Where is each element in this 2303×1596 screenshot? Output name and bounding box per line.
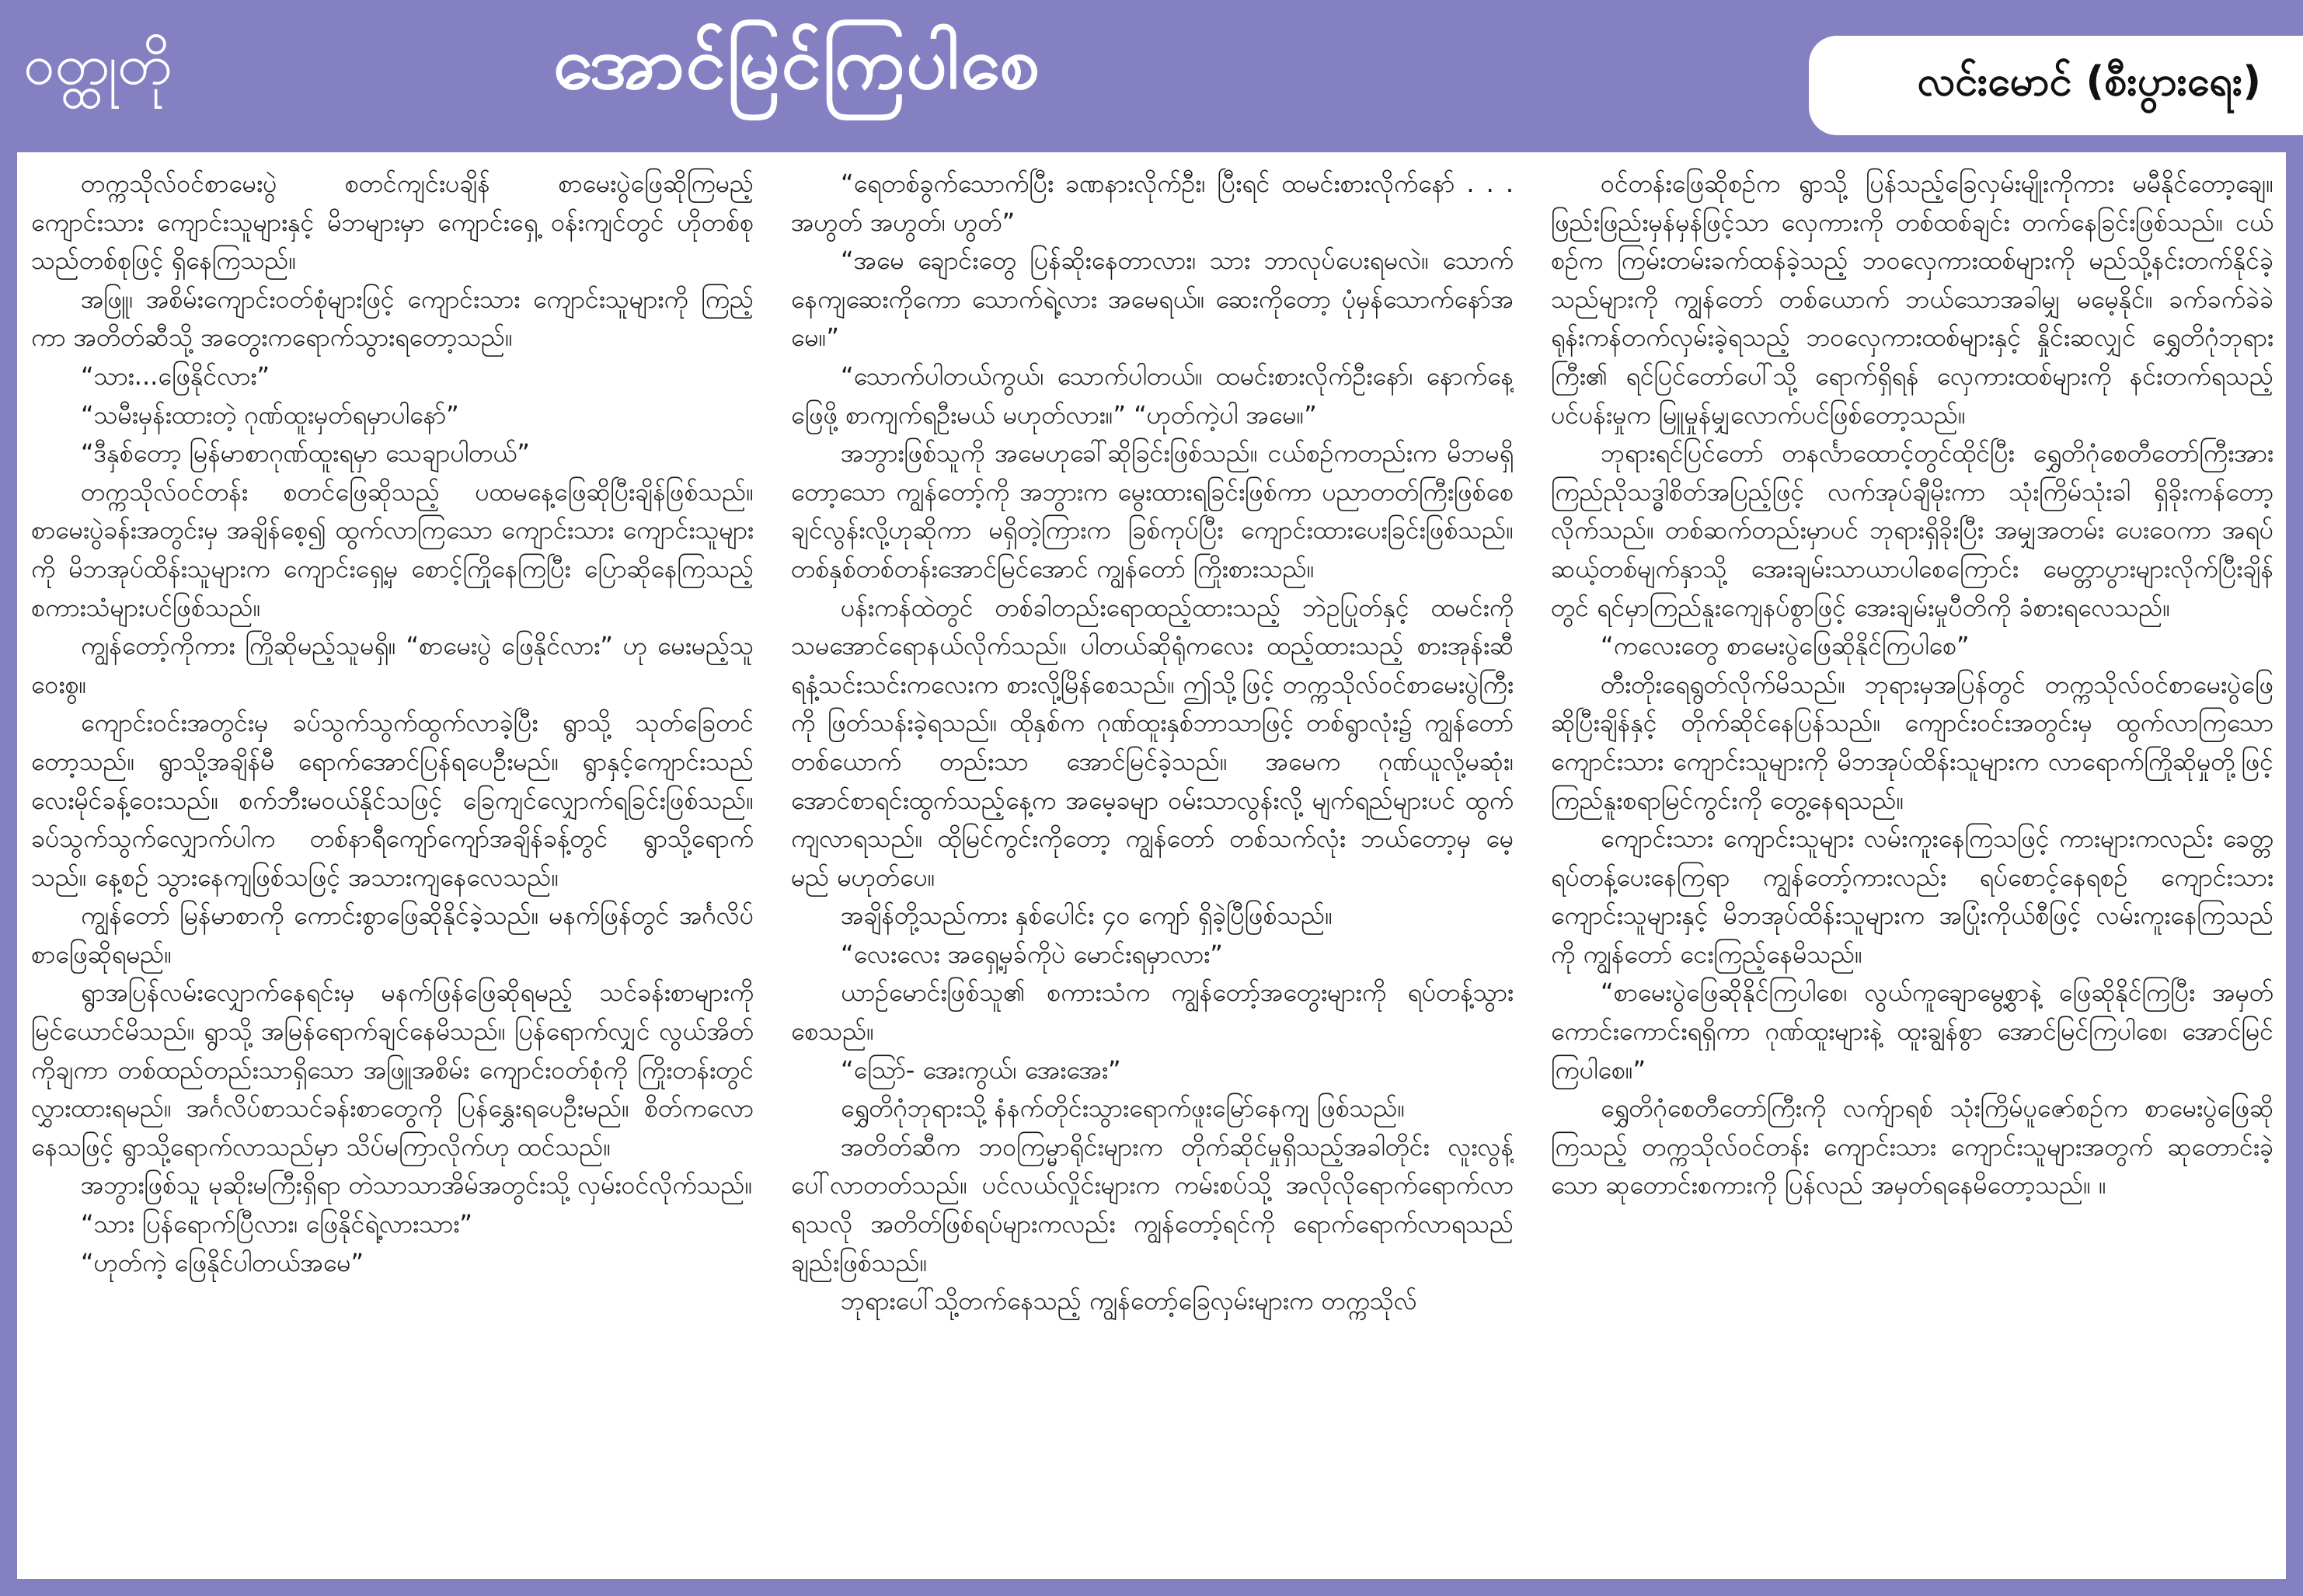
paragraph: အဘွားဖြစ်သူ မုဆိုးမကြီးရှိရာ တဲသာသာအိမ်အတွင်းသို့ လှမ်းဝင်လိုက်သည်။ [81,1170,753,1200]
paragraph: ကျွန်တော် မြန်မာစာကို ကောင်းစွာဖြေဆိုနိုင်ခဲ့သည်။ မနက်ဖြန်တွင် အင်္ဂလိပ်စာဖြေဆိုရမည်။ [31,901,754,969]
paragraph: “ရေတစ်ခွက်သောက်ပြီး ခဏနားလိုက်ဦး၊ ပြီးရင် ထမင်းစားလိုက်နော် . . . အဟွတ် အဟွတ်၊ ဟွတ်” [791,169,1514,237]
paragraph: ဘုရားပေါ်သို့တက်နေသည့် ကျွန်တော့်ခြေလှမ်းများက တက္ကသိုလ် [841,1286,1417,1316]
page-header [0,0,2303,148]
paragraph: ယာဉ်မောင်းဖြစ်သူ၏ စကားသံက ကျွန်တော့်အတွေးများကို ရပ်တန့်သွားစေသည်။ [791,977,1514,1047]
paragraph: ပန်းကန်ထဲတွင် တစ်ခါတည်းရောထည့်ထားသည့် ဘဲဥပြုတ်နှင့် ထမင်းကို သမအောင်ရောနယ်လိုက်သည်။ ပါတယ်ဆိုရုံကလေး ထည့်ထားသည့် စားအုန်းဆီရနံ့သင်းသင်းကလေးက စားလို့မြိန်စေသည်။ ဤသို့ဖြင့် တက္ကသိုလ်ဝင်စာမေးပွဲကြီးကို ဖြတ်သန်းခဲ့ရသည်။ ထိုနှစ်က ဂုဏ်ထူးနှစ်ဘာသာဖြင့် တစ်ရွာလုံး၌ ကျွန်တော်တစ်ယောက် တည်းသာ အောင်မြင်ခဲ့သည်။ အမေက ဂုဏ်ယူလို့မဆုံး၊ အောင်စာရင်းထွက်သည့်နေ့က အမေ့ခမျာ ဝမ်းသာလွန်းလို့ မျက်ရည်များပင် ထွက်ကျလာရသည်။ ထိုမြင်ကွင်းကိုတော့ ကျွန်တော် တစ်သက်လုံး ဘယ်တော့မှ မေ့မည် မဟုတ်ပေ။ [791,592,1514,892]
section-label: ဝတ္ထုတို [23,32,172,97]
paragraph: “ဪ- အေးကွယ်၊ အေးအေး” [841,1054,1121,1085]
paragraph: “အမေ ချောင်းတွေ ပြန်ဆိုးနေတာလား၊ သား ဘာလုပ်ပေးရမလဲ။ သောက်နေကျဆေးကိုကော သောက်ရဲ့လား အမေရယ်။ ဆေးကိုတော့ ပုံမှန်သောက်နော်အမေ။” [791,246,1514,353]
author-name: လင်းမောင် (စီးပွားရေး) [1917,58,2261,105]
paragraph: အတိတ်ဆီက ဘဝကြမ္မာရိုင်းများက တိုက်ဆိုင်မှုရှိသည့်အခါတိုင်း လူးလွန့်ပေါ်လာတတ်သည်။ ပင်လယ်လှိုင်းများက ကမ်းစပ်သို့ အလိုလိုရောက်ရောက်လာရသလို အတိတ်ဖြစ်ရပ်များကလည်း ကျွန်တော့်ရင်ကို ရောက်ရောက်လာရသည်ချည်းဖြစ်သည်။ [791,1131,1514,1277]
paragraph: ရွှေတိဂုံဘုရားသို့ နံနက်တိုင်းသွားရောက်ဖူးမြော်နေကျ ဖြစ်သည်။ [841,1093,1406,1124]
paragraph: “ကလေးတွေ စာမေးပွဲဖြေဆိုနိုင်ကြပါစေ” [1601,631,1970,661]
paragraph: ကျောင်းဝင်းအတွင်းမှ ခပ်သွက်သွက်ထွက်လာခဲ့ပြီး ရွာသို့ သုတ်ခြေတင်တော့သည်။ ရွာသို့အချိန်မီ ရောက်အောင်ပြန်ရပေဦးမည်။ ရွာနှင့်ကျောင်းသည် လေးမိုင်ခန့်ဝေးသည်။ စက်ဘီးမဝယ်နိုင်သဖြင့် ခြေကျင်လျှောက်ရခြင်းဖြစ်သည်။ ခပ်သွက်သွက်လျှောက်ပါက တစ်နာရီကျော်ကျော်အချိန်ခန့်တွင် ရွာသို့ရောက်သည်။ နေ့စဉ် သွားနေကျဖြစ်သဖြင့် အသားကျနေလေသည်။ [31,708,754,892]
paragraph: “စာမေးပွဲဖြေဆိုနိုင်ကြပါစေ၊ လွယ်ကူချောမွေ့စွာနဲ့ ဖြေဆိုနိုင်ကြပြီး အမှတ်ကောင်းကောင်းရရှိကာ ဂုဏ်ထူးများနဲ့ ထူးချွန်စွာ အောင်မြင်ကြပါစေ၊ အောင်မြင်ကြပါစေ။” [1551,977,2273,1085]
paragraph: တက္ကသိုလ်ဝင်စာမေးပွဲ စတင်ကျင်းပချိန် စာမေးပွဲဖြေဆိုကြမည့် ကျောင်းသား ကျောင်းသူများနှင့် မိဘများမှာ ကျောင်းရှေ့ ဝန်းကျင်တွင် ဟိုတစ်စု သည်တစ်စုဖြင့် ရှိနေကြသည်။ [31,169,754,276]
text-column-2 [791,165,1514,1563]
author-byline-box [1809,36,2303,135]
paragraph: အဖြူ၊ အစိမ်းကျောင်းဝတ်စုံများဖြင့် ကျောင်းသား ကျောင်းသူများကို ကြည့်ကာ အတိတ်ဆီသို့ အတွေးကရောက်သွားရတော့သည်။ [31,284,754,353]
paragraph: “ဟုတ်ကဲ့ ဖြေနိုင်ပါတယ်အမေ” [81,1247,364,1277]
paragraph: “သား...ဖြေနိုင်လား” [81,361,270,391]
paragraph: ဘုရားရင်ပြင်တော် တနင်္လာထောင့်တွင်ထိုင်ပြီး ရွှေတိဂုံစေတီတော်ကြီးအား ကြည်ညိုသဒ္ဓါစိတ်အပြည့်ဖြင့် လက်အုပ်ချီမိုးကာ သုံးကြိမ်သုံးခါ ရှိခိုးကန်တော့လိုက်သည်။ တစ်ဆက်တည်းမှာပင် ဘုရားရှိခိုးပြီး အမျှအတမ်း ပေးဝေကာ အရပ်ဆယ့်တစ်မျက်နှာသို့ အေးချမ်းသာယာပါစေကြောင်း မေတ္တာပွားများလိုက်ပြီးချိန်တွင် ရင်မှာကြည်နူးကျေနပ်စွာဖြင့် အေးချမ်းမှုပီတိကို ခံစားရလေသည်။ [1551,438,2273,622]
story-title: အောင်မြင်ကြပါစေ [553,22,1042,105]
paragraph: “သား ပြန်ရောက်ပြီလား၊ ဖြေနိုင်ရဲ့လားသား” [81,1209,472,1239]
text-column-1 [31,165,754,1563]
paragraph: “သောက်ပါတယ်ကွယ်၊ သောက်ပါတယ်။ ထမင်းစားလိုက်ဦးနော်၊ နောက်နေ့ဖြေဖို့ စာကျက်ရဦးမယ် မဟုတ်လား။” “ဟုတ်ကဲ့ပါ အမေ။” [791,361,1514,430]
paragraph: ဝင်တန်းဖြေဆိုစဉ်က ရွာသို့ ပြန်သည့်ခြေလှမ်းမျိုးကိုကား မမီနိုင်တော့ချေ။ ဖြည်းဖြည်းမှန်မှန်ဖြင့်သာ လှေကားကို တစ်ထစ်ချင်း တက်နေခြင်းဖြစ်သည်။ ငယ်စဉ်က ကြမ်းတမ်းခက်ထန်ခဲ့သည့် ဘဝလှေကားထစ်များကို မည်သို့နင်းတက်နိုင်ခဲ့သည်များကို ကျွန်တော် တစ်ယောက် ဘယ်သောအခါမျှ မမေ့နိုင်။ ခက်ခက်ခဲခဲ ရုန်းကန်တက်လှမ်းခဲ့ရသည့် ဘဝလှေကားထစ်များနှင့် နှိုင်းဆလျှင် ရွှေတိဂုံဘုရားကြီး၏ ရင်ပြင်တော်ပေါ်သို့ ရောက်ရှိရန် လှေကားထစ်များကို နင်းတက်ရသည့် ပင်ပန်းမှုက မြူမှုန်မျှလောက်ပင်ဖြစ်တော့သည်။ [1551,169,2273,430]
paragraph: ကျွန်တော့်ကိုကား ကြိုဆိုမည့်သူမရှိ။ “စာမေးပွဲ ဖြေနိုင်လား” ဟု မေးမည့်သူဝေးစွ။ [31,631,754,699]
paragraph: ကျောင်းသား ကျောင်းသူများ လမ်းကူးနေကြသဖြင့် ကားများကလည်း ခေတ္တရပ်တန့်ပေးနေကြရာ ကျွန်တော့်ကားလည်း ရပ်စောင့်နေရစဉ် ကျောင်းသား ကျောင်းသူများနှင့် မိဘအုပ်ထိန်းသူများက အပြုံးကိုယ်စီဖြင့် လမ်းကူးနေကြသည်ကို ကျွန်တော် ငေးကြည့်နေမိသည်။ [1551,824,2273,969]
paragraph: “ဒီနှစ်တော့ မြန်မာစာဂုဏ်ထူးရမှာ သေချာပါတယ်” [81,438,530,469]
paragraph: တက္ကသိုလ်ဝင်တန်း စတင်ဖြေဆိုသည့် ပထမနေ့ဖြေဆိုပြီးချိန်ဖြစ်သည်။ စာမေးပွဲခန်းအတွင်းမှ အချိန်စေ့၍ ထွက်လာကြသော ကျောင်းသား ကျောင်းသူများကို မိဘအုပ်ထိန်းသူများက ကျောင်းရှေ့မှ စောင့်ကြိုနေကြပြီး ပြောဆိုနေကြသည့် စကားသံများပင်ဖြစ်သည်။ [31,476,754,622]
paragraph: ရွှေတိဂုံစေတီတော်ကြီးကို လက်ျာရစ် သုံးကြိမ်ပူဇော်စဉ်က စာမေးပွဲဖြေဆိုကြသည့် တက္ကသိုလ်ဝင်တန်း ကျောင်းသား ကျောင်းသူများအတွက် ဆုတောင်းခဲ့သော ဆုတောင်းစကားကို ပြန်လည် အမှတ်ရနေမိတော့သည်။ ။ [1551,1093,2273,1200]
paragraph: “သမီးမှန်းထားတဲ့ ဂုဏ်ထူးမှတ်ရမှာပါနော်” [81,399,459,430]
text-column-3 [1551,165,2273,1563]
paragraph: ရွာအပြန်လမ်းလျှောက်နေရင်းမှ မနက်ဖြန်ဖြေဆိုရမည့် သင်ခန်းစာများကို မြင်ယောင်မိသည်။ ရွာသို့ အမြန်ရောက်ချင်နေမိသည်။ ပြန်ရောက်လျှင် လွယ်အိတ်ကိုချကာ တစ်ထည်တည်းသာရှိသော အဖြူအစိမ်း ကျောင်းဝတ်စုံကို ကြိုးတန်းတွင် လွှားထားရမည်။ အင်္ဂလိပ်စာသင်ခန်းစာတွေကို ပြန်နွှေးရပေဦးမည်။ စိတ်ကလောနေသဖြင့် ရွာသို့ရောက်လာသည်မှာ သိပ်မကြာလိုက်ဟု ထင်သည်။ [31,977,754,1162]
paragraph: အချိန်တို့သည်ကား နှစ်ပေါင်း ၄၀ ကျော် ရှိခဲ့ပြီဖြစ်သည်။ [841,901,1333,931]
paragraph: အဘွားဖြစ်သူကို အမေဟုခေါ်ဆိုခြင်းဖြစ်သည်။ ငယ်စဉ်ကတည်းက မိဘမရှိတော့သော ကျွန်တော့်ကို အဘွားက မွေးထားရခြင်းဖြစ်ကာ ပညာတတ်ကြီးဖြစ်စေချင်လွန်းလို့ဟုဆိုကာ မရှိတဲ့ကြားက ခြစ်ကုပ်ပြီး ကျောင်းထားပေးခြင်းဖြစ်သည်။ တစ်နှစ်တစ်တန်းအောင်မြင်အောင် ကျွန်တော် ကြိုးစားသည်။ [791,438,1514,584]
paragraph: တီးတိုးရေရွတ်လိုက်မိသည်။ ဘုရားမှအပြန်တွင် တက္ကသိုလ်ဝင်စာမေးပွဲဖြေဆိုပြီးချိန်နှင့် တိုက်ဆိုင်နေပြန်သည်။ ကျောင်းဝင်းအတွင်းမှ ထွက်လာကြသော ကျောင်းသား ကျောင်းသူများကို မိဘအုပ်ထိန်းသူများက လာရောက်ကြိုဆိုမှုတို့ဖြင့် ကြည်နူးစရာမြင်ကွင်းကို တွေ့နေရသည်။ [1551,669,2273,815]
paragraph: “လေးလေး အရှေ့မှခ်ကိုပဲ မောင်းရမှာလား” [841,939,1223,969]
